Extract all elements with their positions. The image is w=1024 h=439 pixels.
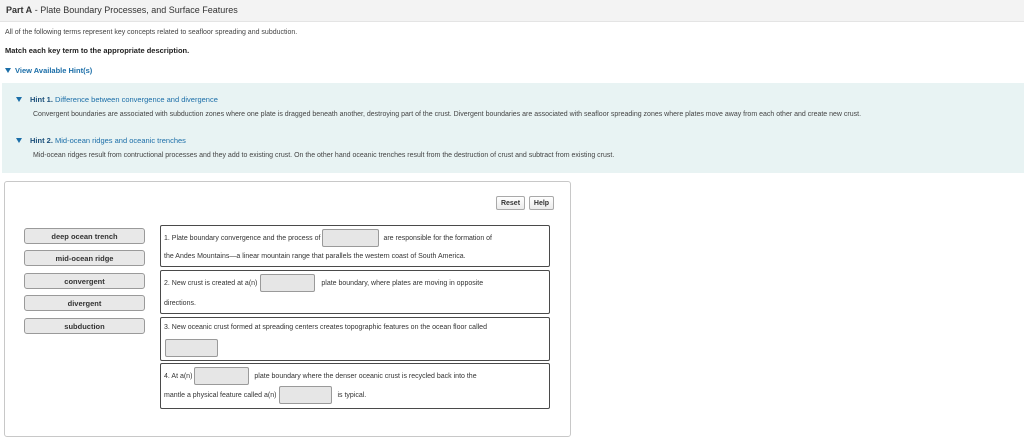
target-1-text-c: the Andes Mountains—a linear mountain range that parallels the western coast of South America. <box>164 253 466 260</box>
title-bar <box>0 0 1024 22</box>
hint-1-body: Convergent boundaries are associated with subduction zones where one plate is dragged beneath another, destroying part of the crust. Divergent boundaries are associated with seafloor spreading zones where plates move away from each other and create new crust. <box>33 111 862 118</box>
target-4-text-a: 4. At a(n) <box>164 372 193 380</box>
hint-2-title: Mid-ocean ridges and oceanic trenches <box>55 136 186 145</box>
view-hints-toggle[interactable] <box>5 66 92 75</box>
target-4 <box>160 363 550 409</box>
drop-zone-3a[interactable] <box>165 339 218 357</box>
term-divergent[interactable]: divergent <box>24 295 145 311</box>
target-1-text-b: are responsible for the formation of <box>383 234 492 242</box>
target-2 <box>160 270 550 314</box>
target-2-text-a: 2. New crust is created at a(n) <box>164 279 258 287</box>
caret-down-icon <box>16 138 22 143</box>
instruction-text: Match each key term to the appropriate description. <box>5 46 190 55</box>
part-name: Plate Boundary Processes, and Surface Features <box>40 5 238 15</box>
term-deep-ocean-trench[interactable]: deep ocean trench <box>24 228 145 244</box>
hint-2-number: Hint 2. <box>30 136 53 145</box>
drop-zone-2a[interactable] <box>260 274 315 292</box>
caret-down-icon <box>5 68 11 73</box>
hints-panel <box>2 83 1024 173</box>
term-subduction[interactable]: subduction <box>24 318 145 334</box>
target-1-text-a: 1. Plate boundary convergence and the process of <box>164 234 321 242</box>
drop-zone-4a[interactable] <box>194 367 249 385</box>
help-button[interactable]: Help <box>529 196 554 210</box>
hint-1 <box>16 95 861 118</box>
target-3-text-a: 3. New oceanic crust formed at spreading centers creates topographic features on the ocean floor called <box>164 324 487 331</box>
reset-button[interactable]: Reset <box>496 196 525 210</box>
hint-1-toggle[interactable] <box>16 95 861 104</box>
matching-workspace <box>4 181 571 437</box>
term-mid-ocean-ridge[interactable]: mid-ocean ridge <box>24 250 145 266</box>
target-1 <box>160 225 550 267</box>
hint-1-title: Difference between convergence and divergence <box>55 95 218 104</box>
target-3 <box>160 317 550 361</box>
hint-2 <box>16 136 614 159</box>
caret-down-icon <box>16 97 22 102</box>
target-4-text-d: is typical. <box>337 391 367 399</box>
target-2-text-b: plate boundary, where plates are moving in opposite <box>321 279 484 287</box>
intro-text: All of the following terms represent key concepts related to seafloor spreading and subduction. <box>5 29 298 36</box>
target-4-text-c: mantle a physical feature called a(n) <box>164 391 277 399</box>
drop-zone-1a[interactable] <box>322 229 379 247</box>
term-convergent[interactable]: convergent <box>24 273 145 289</box>
view-hints-label: View Available Hint(s) <box>15 66 93 75</box>
target-2-text-c: directions. <box>164 300 196 307</box>
part-title: Part A - Plate Boundary Processes, and Surface Features <box>6 5 238 15</box>
hint-2-body: Mid-ocean ridges result from contructional processes and they add to existing crust. On the other hand oceanic trenches result from the destruction of crust and subtract from existing crust. <box>33 152 615 159</box>
drop-zone-4b[interactable] <box>279 386 332 404</box>
part-label: Part A <box>6 5 33 15</box>
hint-1-number: Hint 1. <box>30 95 53 104</box>
hint-2-toggle[interactable] <box>16 136 614 145</box>
target-4-text-b: plate boundary where the denser oceanic crust is recycled back into the <box>254 372 477 380</box>
